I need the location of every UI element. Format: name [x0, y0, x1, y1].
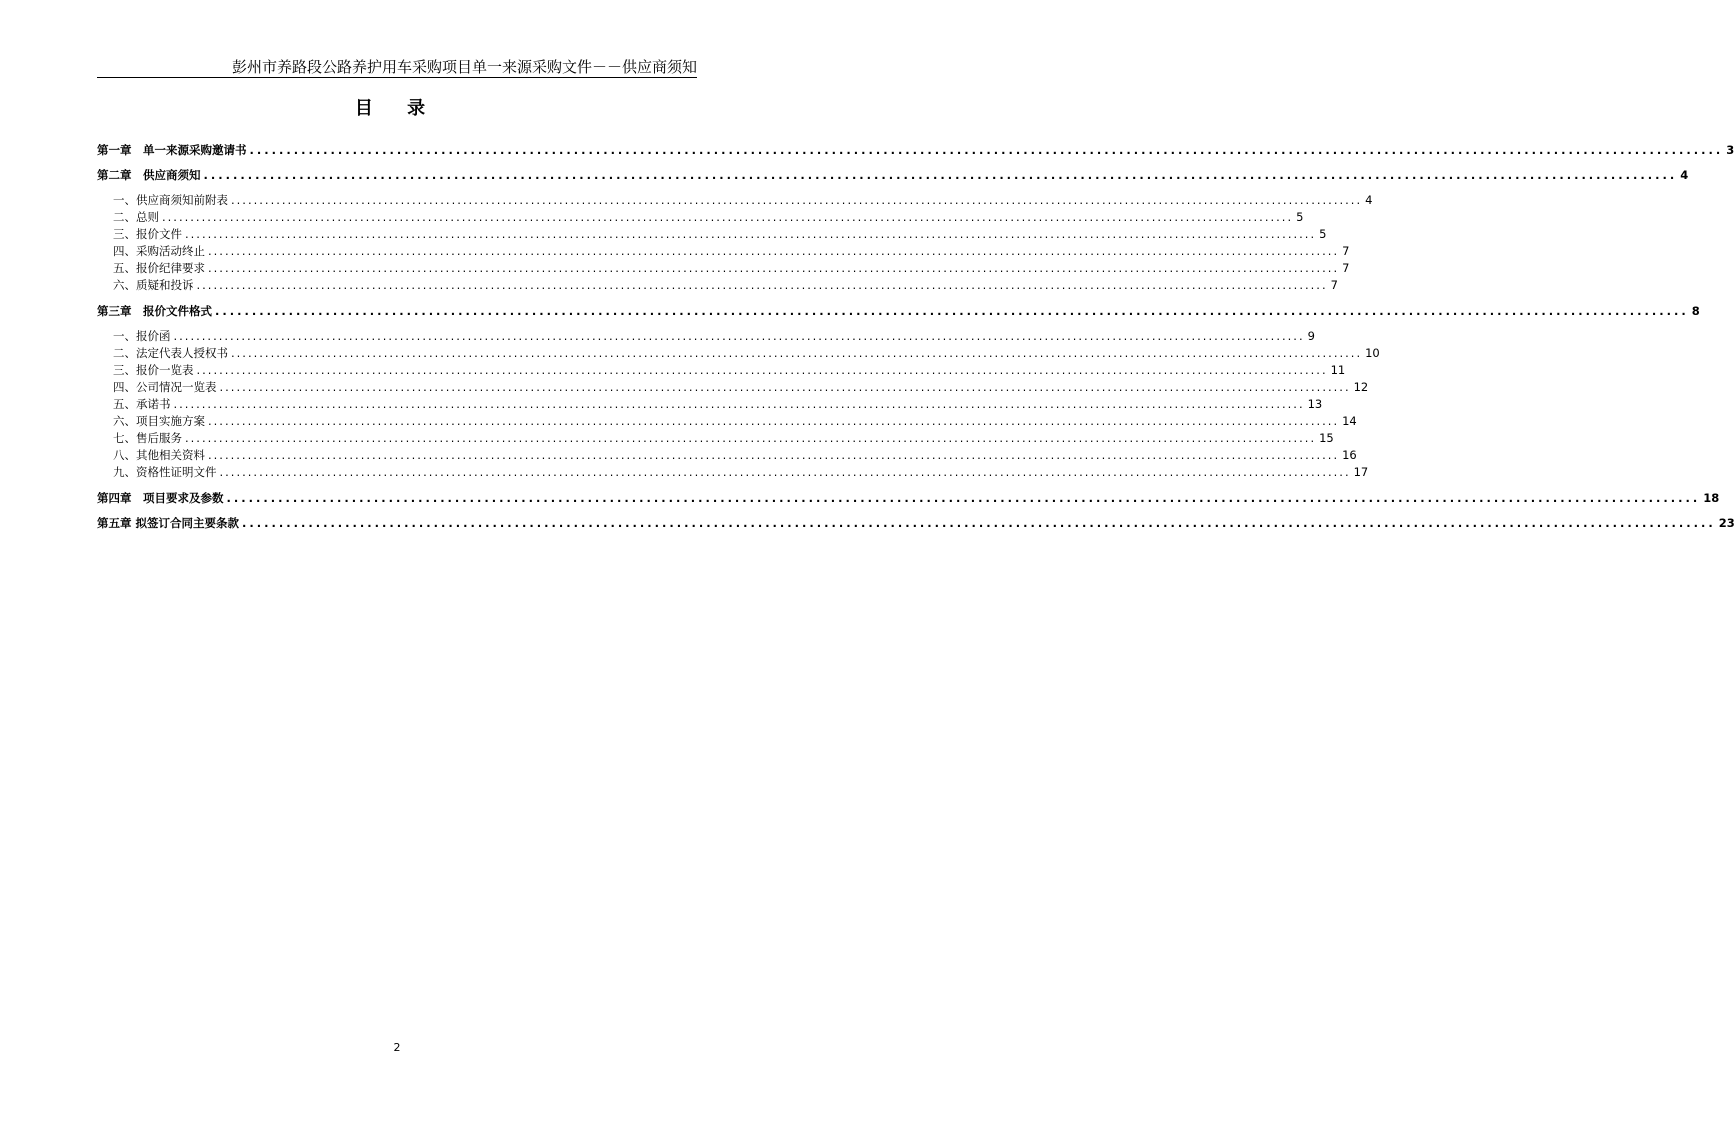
- toc-dot-leader: ........................................................................................................................................................................................................: [226, 491, 1701, 505]
- toc-section-entry[interactable]: [97, 192, 1373, 208]
- header-divider: [97, 77, 697, 78]
- toc-entry-title: 五、报价纪律要求: [113, 261, 205, 275]
- toc-entry-title: 九、资格性证明文件: [113, 465, 217, 479]
- toc-entry-title: 第五章 拟签订合同主要条款: [97, 516, 240, 530]
- toc-entry-title: 一、报价函: [113, 329, 171, 343]
- toc-entry-page-number: 4: [1680, 168, 1689, 182]
- toc-entry-page-number: 18: [1703, 491, 1720, 505]
- toc-entry-title: 第四章 项目要求及参数: [97, 491, 224, 505]
- toc-section-entry[interactable]: [97, 260, 1350, 276]
- toc-dot-leader: ........................................................................................................................................................................................................: [173, 329, 1305, 343]
- toc-entry-title: 二、法定代表人授权书: [113, 346, 228, 360]
- toc-chapter-entry[interactable]: [97, 490, 1720, 506]
- toc-dot-leader: ........................................................................................................................................................................................................: [249, 143, 1724, 157]
- toc-dot-leader: ........................................................................................................................................................................................................: [219, 380, 1351, 394]
- toc-section-entry[interactable]: [97, 243, 1350, 259]
- toc-entry-page-number: 7: [1342, 261, 1350, 275]
- toc-dot-leader: ........................................................................................................................................................................................................: [185, 431, 1317, 445]
- toc-section-entry[interactable]: [97, 447, 1357, 463]
- toc-entry-title: 五、承诺书: [113, 397, 171, 411]
- toc-dot-leader: ........................................................................................................................................................................................................: [208, 448, 1340, 462]
- toc-entry-title: 三、报价一览表: [113, 363, 194, 377]
- toc-entry-page-number: 12: [1353, 380, 1369, 394]
- toc-entry-page-number: 16: [1342, 448, 1357, 462]
- toc-entry-page-number: 4: [1365, 193, 1373, 207]
- toc-dot-leader: ........................................................................................................................................................................................................: [219, 465, 1351, 479]
- toc-dot-leader: ........................................................................................................................................................................................................: [208, 261, 1340, 275]
- toc-entry-page-number: 23: [1718, 516, 1735, 530]
- toc-entry-page-number: 11: [1330, 363, 1346, 377]
- toc-entry-page-number: 5: [1296, 210, 1304, 224]
- toc-section-entry[interactable]: [97, 379, 1369, 395]
- toc-entry-page-number: 7: [1342, 244, 1350, 258]
- toc-entry-title: 四、采购活动终止: [113, 244, 205, 258]
- toc-section-entry[interactable]: [97, 396, 1323, 412]
- toc-dot-leader: ........................................................................................................................................................................................................: [215, 304, 1689, 318]
- toc-section-entry[interactable]: [97, 226, 1327, 242]
- toc-chapter-entry[interactable]: [97, 142, 1735, 158]
- toc-section-entry[interactable]: [97, 277, 1338, 293]
- toc-dot-leader: ........................................................................................................................................................................................................: [242, 516, 1716, 530]
- toc-dot-leader: ........................................................................................................................................................................................................: [162, 210, 1294, 224]
- toc-entry-title: 三、报价文件: [113, 227, 182, 241]
- toc-entry-page-number: 10: [1365, 346, 1380, 360]
- toc-section-entry[interactable]: [97, 430, 1334, 446]
- toc-dot-leader: ........................................................................................................................................................................................................: [185, 227, 1317, 241]
- toc-section-entry[interactable]: [97, 328, 1315, 344]
- toc-entry-title: 第一章 单一来源采购邀请书: [97, 143, 247, 157]
- toc-dot-leader: ........................................................................................................................................................................................................: [208, 414, 1340, 428]
- toc-entry-page-number: 15: [1319, 431, 1334, 445]
- toc-entry-page-number: 13: [1307, 397, 1323, 411]
- toc-entry-title: 六、项目实施方案: [113, 414, 205, 428]
- toc-entry-title: 二、总则: [113, 210, 159, 224]
- toc-dot-leader: ........................................................................................................................................................................................................: [231, 346, 1363, 360]
- toc-entry-title: 第二章 供应商须知: [97, 168, 201, 182]
- toc-entry-title: 七、售后服务: [113, 431, 182, 445]
- toc-chapter-entry[interactable]: [97, 515, 1735, 531]
- toc-entry-title: 一、供应商须知前附表: [113, 193, 228, 207]
- toc-entry-title: 四、公司情况一览表: [113, 380, 217, 394]
- toc-entry-title: 第三章 报价文件格式: [97, 304, 212, 318]
- toc-dot-leader: ........................................................................................................................................................................................................: [231, 193, 1363, 207]
- toc-dot-leader: ........................................................................................................................................................................................................: [173, 397, 1305, 411]
- toc-entry-page-number: 17: [1353, 465, 1369, 479]
- toc-section-entry[interactable]: [97, 413, 1357, 429]
- toc-chapter-entry[interactable]: [97, 167, 1689, 183]
- toc-entry-page-number: 9: [1307, 329, 1315, 343]
- toc-entry-title: 八、其他相关资料: [113, 448, 205, 462]
- running-header: 彭州市养路段公路养护用车采购项目单一来源采购文件－－供应商须知: [231, 58, 697, 76]
- toc-title: 目 录: [354, 98, 440, 119]
- toc-dot-leader: ........................................................................................................................................................................................................: [196, 278, 1328, 292]
- toc-entry-page-number: 5: [1319, 227, 1327, 241]
- toc-entry-page-number: 7: [1330, 278, 1338, 292]
- toc-section-entry[interactable]: [97, 209, 1304, 225]
- toc-section-entry[interactable]: [97, 345, 1380, 361]
- toc-chapter-entry[interactable]: [97, 303, 1700, 319]
- toc-entry-title: 六、质疑和投诉: [113, 278, 194, 292]
- toc-entry-page-number: 8: [1691, 304, 1700, 318]
- toc-dot-leader: ........................................................................................................................................................................................................: [203, 168, 1678, 182]
- page-number: 2: [393, 1041, 401, 1054]
- toc-entry-page-number: 3: [1726, 143, 1735, 157]
- toc-dot-leader: ........................................................................................................................................................................................................: [208, 244, 1340, 258]
- toc-section-entry[interactable]: [97, 362, 1346, 378]
- toc-section-entry[interactable]: [97, 464, 1369, 480]
- toc-dot-leader: ........................................................................................................................................................................................................: [196, 363, 1328, 377]
- toc-entry-page-number: 14: [1342, 414, 1357, 428]
